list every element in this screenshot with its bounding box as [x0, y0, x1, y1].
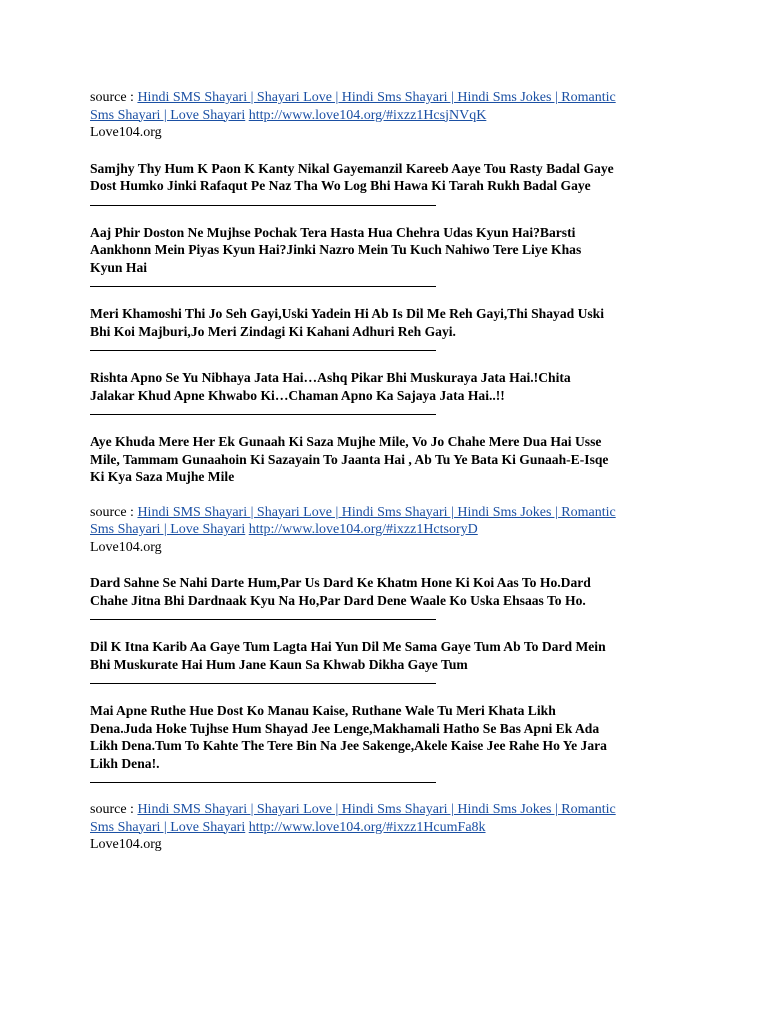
shayari-text: [90, 574, 685, 609]
separator-line: [90, 619, 436, 620]
shayari-text: [90, 160, 685, 195]
source-prefix: source :: [90, 504, 138, 520]
source-url-link[interactable]: http://www.love104.org/#ixzz1HcsjNVqK: [248, 107, 487, 123]
text-line: Dost Humko Jinki Rafaqut Pe Naz Tha Wo Log Bhi Hawa Ki Tarah Rukh Badal Gaye: [90, 178, 591, 193]
source-prefix: source :: [90, 90, 138, 105]
separator-line: [90, 286, 436, 287]
shayari-text: [90, 638, 685, 673]
source-link[interactable]: Hindi SMS Shayari | Shayari Love | Hindi Sms Shayari | Hindi Sms Jokes | Romantic: [137, 504, 616, 520]
separator-line: [90, 205, 436, 206]
source-line: [90, 819, 685, 837]
source-block: [90, 504, 685, 557]
source-block: [90, 89, 685, 142]
source-prefix: source :: [90, 802, 138, 817]
text-line: Rishta Apno Se Yu Nibhaya Jata Hai…Ashq Pikar Bhi Muskuraya Jata Hai.!Chita: [90, 370, 571, 385]
source-site: Love104.org: [90, 539, 162, 555]
text-line: Chahe Jitna Bhi Dardnaak Kyu Na Ho,Par Dard Dene Waale Ko Uska Ehsaas To Ho.: [90, 592, 586, 608]
text-line: Ki Kya Saza Mujhe Mile: [90, 469, 235, 484]
text-line: Dena.Juda Hoke Tujhse Hum Shayad Jee Lenge,Makhamali Hatho Se Bas Apni Ek Ada: [90, 720, 600, 736]
source-line: [90, 521, 685, 539]
text-line: Aye Khuda Mere Her Ek Gunaah Ki Saza Mujhe Mile, Vo Jo Chahe Mere Dua Hai Usse: [90, 434, 602, 449]
source-url-link[interactable]: http://www.love104.org/#ixzz1HcumFa8k: [248, 819, 486, 835]
text-line: Kyun Hai: [90, 259, 148, 275]
text-line: Bhi Muskurate Hai Hum Jane Kaun Sa Khwab Dikha Gaye Tum: [90, 656, 468, 672]
text-line: Aaj Phir Doston Ne Mujhse Pochak Tera Hasta Hua Chehra Udas Kyun Hai?Barsti: [90, 224, 576, 240]
text-line: Samjhy Thy Hum K Paon K Kanty Nikal Gayemanzil Kareeb Aaye Tou Rasty Badal Gaye: [90, 160, 614, 176]
source-link[interactable]: Hindi SMS Shayari | Shayari Love | Hindi Sms Shayari | Hindi Sms Jokes | Romantic: [137, 802, 616, 817]
shayari-text: [90, 305, 685, 340]
source-url-link[interactable]: http://www.love104.org/#ixzz1HctsoryD: [248, 522, 478, 537]
separator-line: [90, 683, 436, 684]
text-line: Jalakar Khud Apne Khwabo Ki…Chaman Apno Ka Sajaya Jata Hai..!!: [90, 387, 505, 403]
source-block: [90, 801, 685, 854]
source-site: Love104.org: [90, 837, 162, 852]
text-line: Likh Dena!.: [90, 755, 160, 771]
text-line: Mile, Tammam Gunaahoin Ki Sazayain To Jaanta Hai , Ab Tu Ye Bata Ki Gunaah-E-Isqe: [90, 451, 609, 467]
shayari-text: [90, 369, 685, 404]
source-line: [90, 801, 685, 819]
source-link[interactable]: Hindi SMS Shayari | Shayari Love | Hindi Sms Shayari | Hindi Sms Jokes | Romantic: [137, 90, 616, 105]
source-link[interactable]: Sms Shayari | Love Shayari: [90, 107, 246, 123]
text-line: Mai Apne Ruthe Hue Dost Ko Manau Kaise, Ruthane Wale Tu Meri Khata Likh: [90, 703, 556, 718]
source-line: [90, 504, 685, 522]
separator-line: [90, 350, 436, 351]
source-line: [90, 89, 685, 107]
source-link[interactable]: Sms Shayari | Love Shayari: [90, 819, 246, 835]
text-line: Meri Khamoshi Thi Jo Seh Gayi,Uski Yadein Hi Ab Is Dil Me Reh Gayi,Thi Shayad Uski: [90, 306, 605, 321]
text-line: Dil K Itna Karib Aa Gaye Tum Lagta Hai Yun Dil Me Sama Gaye Tum Ab To Dard Mein: [90, 639, 606, 654]
text-line: Likh Dena.Tum To Kahte The Tere Bin Na Jee Sakenge,Akele Kaise Jee Rahe Ho Ye Jara: [90, 738, 607, 753]
text-line: Dard Sahne Se Nahi Darte Hum,Par Us Dard Ke Khatm Hone Ki Koi Aas To Ho.Dard: [90, 575, 591, 590]
source-line: [90, 107, 685, 125]
document-page: [90, 89, 685, 854]
text-line: Bhi Koi Majburi,Jo Meri Zindagi Ki Kahani Adhuri Reh Gayi.: [90, 323, 456, 339]
shayari-text: [90, 433, 685, 486]
separator-line: [90, 782, 436, 783]
shayari-text: [90, 224, 685, 277]
separator-line: [90, 414, 436, 415]
source-link[interactable]: Sms Shayari | Love Shayari: [90, 522, 246, 537]
source-site: Love104.org: [90, 125, 162, 140]
shayari-text: [90, 702, 685, 772]
text-line: Aankhonn Mein Piyas Kyun Hai?Jinki Nazro Mein Tu Kuch Nahiwo Tere Liye Khas: [90, 242, 582, 257]
